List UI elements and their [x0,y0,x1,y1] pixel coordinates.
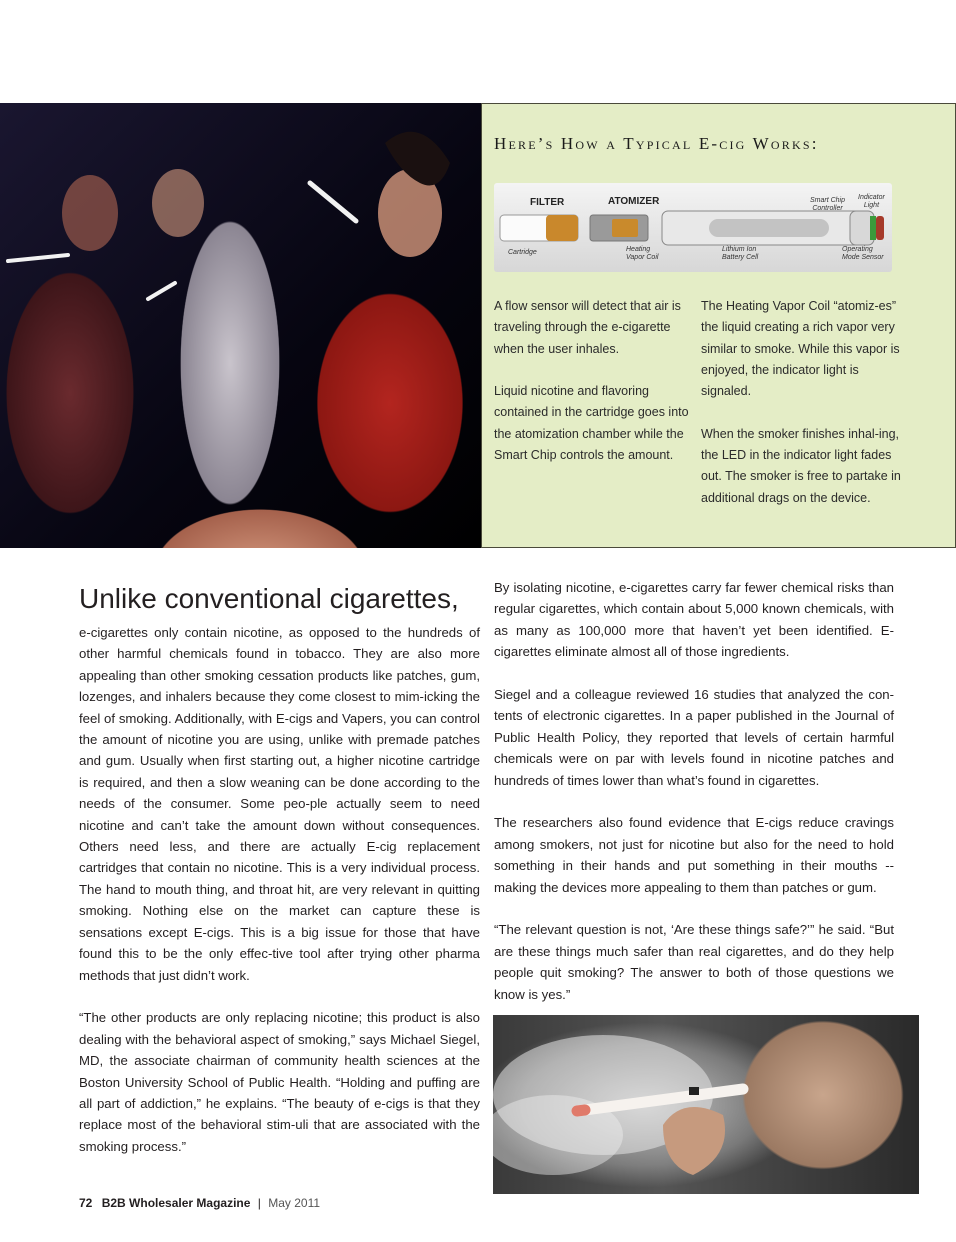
diagram-sensor-label: Operating Mode Sensor [842,246,884,261]
diagram-indicator-label: Indicator Light [858,194,885,209]
infobox-left-column [494,296,694,488]
article-lead-heading: Unlike conventional cigarettes, [79,583,459,614]
page-number: 72 [79,1196,93,1210]
issue-date: May 2011 [268,1196,321,1210]
infobox-right-column [701,296,901,530]
footer-separator: | [257,1196,261,1210]
page-footer [79,1196,320,1210]
how-ecig-works-box [481,103,956,548]
infobox-title: Here’s How a Typical E-cig Works: [494,134,819,153]
diagram-battery-label: Lithium Ion Battery Cell [722,246,759,261]
article-paragraph: “The other products are only replacing nicotine; this product is also dealing with the behavioral aspect of smoking,” says Michael Siegel, MD, the associate chairman of community health sciences at the Boston University School of Public Health. “Holding and puffing are all part of addiction,” he explains. “The beauty of e-cigs is that they replace most of the behavioral stim-uli that are associated with the smoking process.” [79,1010,480,1154]
infobox-paragraph: The Heating Vapor Coil “atomiz-es” the liquid creating a rich vapor very similar to smoke. While this vapor is enjoyed, the indicator light is signaled. [701,299,900,399]
article-paragraph: “The relevant question is not, ‘Are these things safe?’” he said. “But are these things much safer than real cigarettes, and do they help people quit smoking? The answer to both of those questions we know is yes.” [494,922,894,1002]
party-photo [0,103,481,548]
diagram-heating-coil-label: Heating Vapor Coil [626,246,659,261]
article-left-column [79,582,480,1179]
vaping-photo [493,1015,919,1194]
vaping-photo-art [493,1015,919,1194]
article-paragraph: Siegel and a colleague reviewed 16 studies that analyzed the con-tents of electronic cigarettes. In a paper published in the Journal of Public Health Policy, they reported that levels of certain harmful chemicals were on par with levels found in nicotine patches and hundreds of times lower than what’s found in cigarettes. [494,687,894,788]
party-photo-art [0,103,481,548]
ecig-diagram [494,183,892,272]
article-paragraph: e-cigarettes only contain nicotine, as opposed to the hundreds of other harmful chemicals found in tobacco. They are also more appealing than other smoking cessation products like patches, gum, lozenges, and inhalers because they come closest to mim-icking the feel of smoking. Additionally, with E-cigs and Vapers, you can control the amount of nicotine you are using, unlike with premade patches and gum. Usually when first starting out, a higher nicotine cartridge is required, and then a slow weaning can be done according to the needs of the consumer. Some peo-ple actually seem to need nicotine and can’t take the amount down without consequences. Others need less, and there are actually E-cig replacement cartridges that contain no nicotine. This is a very individual process. The hand to mouth thing, and throat hit, are very relevant in quitting smoking. Nothing else on the market can capture these is sensations except E-cigs. This is a big issue for those that have found this to be the only effec-tive tool after trying other pharma methods that just didn’t work. [79,625,480,983]
diagram-smart-chip-label: Smart Chip Controller [810,197,846,212]
article-right-column [494,577,894,1026]
article-paragraph: By isolating nicotine, e-cigarettes carry far fewer chemical risks than regular cigarettes, which contain about 5,000 known chemicals, with as many as 100,000 more that haven’t yet been identified. E-cigarettes eliminate almost all of those ingredients. [494,580,894,660]
infobox-paragraph: A flow sensor will detect that air is traveling through the e-cigarette when the user inhales. [494,299,681,356]
diagram-atomizer-label: ATOMIZER [608,196,660,207]
magazine-name: B2B Wholesaler Magazine [101,1196,251,1210]
infobox-paragraph: Liquid nicotine and flavoring contained in the cartridge goes into the atomization chamber while the Smart Chip controls the amount. [494,384,689,463]
infobox-paragraph: When the smoker finishes inhal-ing, the LED in the indicator light fades out. The smoker is free to partake in additional drags on the device. [701,426,901,505]
article-paragraph: The researchers also found evidence that E-cigs reduce cravings among smokers, not just for nicotine but also for the need to hold something in their hands and put something in their mouths -- making the devices more appealing to them than patches or gum. [494,815,894,895]
diagram-cartridge-label: Cartridge [508,249,537,256]
diagram-filter-label: FILTER [530,197,565,208]
